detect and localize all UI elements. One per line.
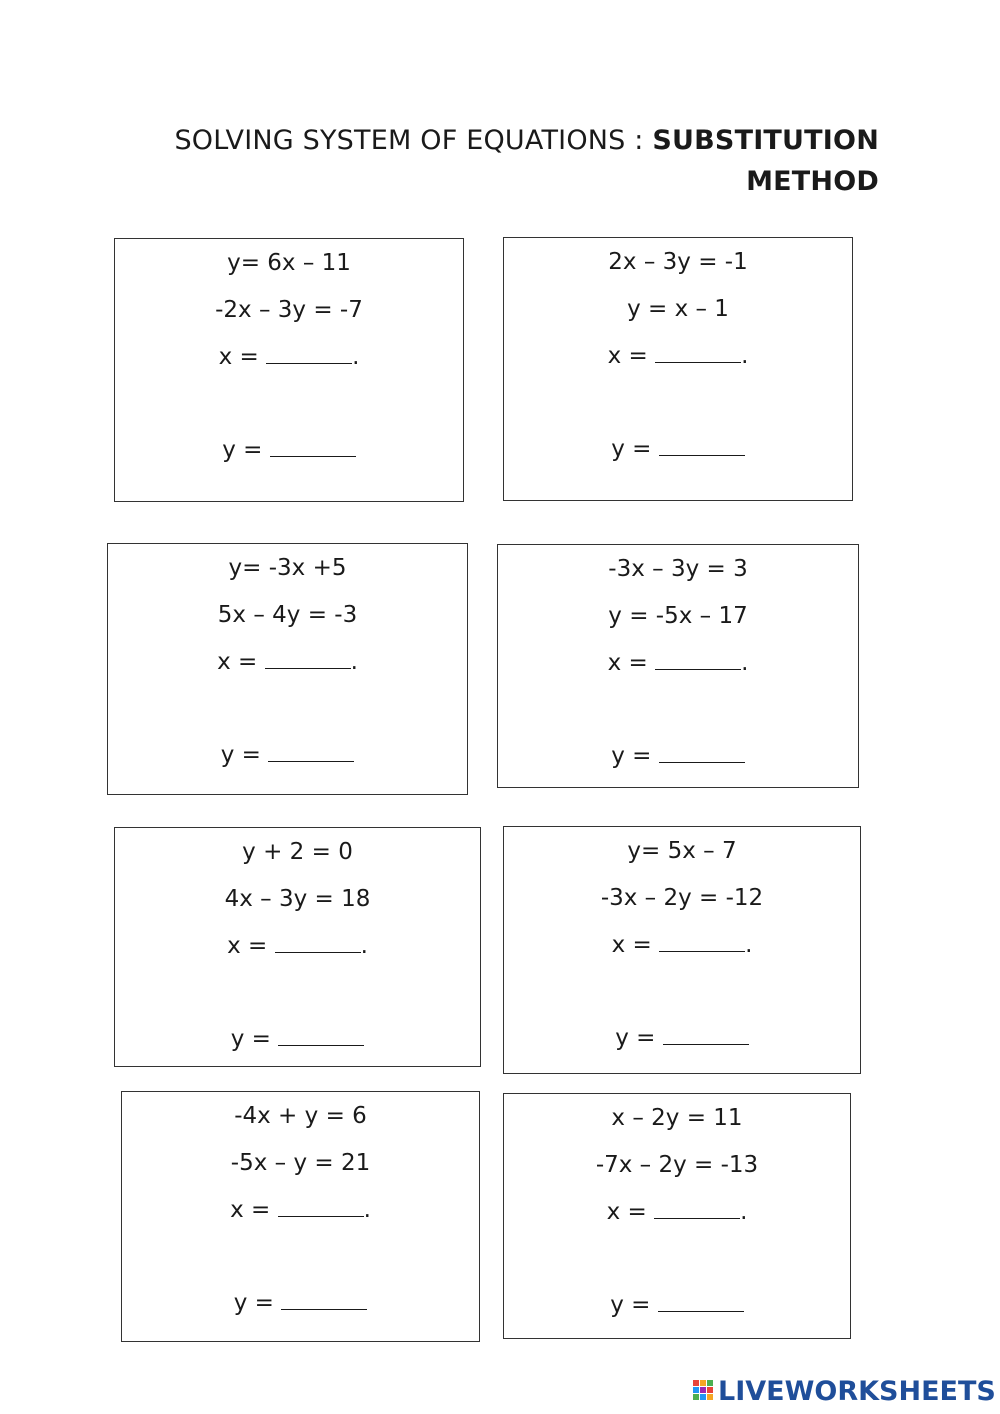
x-period: . bbox=[352, 344, 360, 370]
equation-2: -7x – 2y = -13 bbox=[595, 1152, 759, 1178]
y-label: y = bbox=[233, 1290, 282, 1316]
x-label: x = bbox=[217, 649, 265, 675]
answer-x-row bbox=[504, 342, 852, 370]
answer-y-row bbox=[115, 436, 463, 464]
x-label: x = bbox=[230, 1197, 278, 1223]
answer-x-input[interactable] bbox=[278, 1196, 364, 1217]
equation-2: y = x – 1 bbox=[627, 296, 729, 322]
title-regular: SOLVING SYSTEM OF EQUATIONS : bbox=[174, 125, 653, 156]
answer-y-row bbox=[498, 742, 858, 770]
answer-x-input[interactable] bbox=[655, 649, 741, 670]
answer-y-input[interactable] bbox=[278, 1025, 364, 1046]
x-period: . bbox=[741, 343, 749, 369]
answer-y-input[interactable] bbox=[268, 741, 354, 762]
answer-x-row bbox=[115, 343, 463, 371]
x-label: x = bbox=[218, 344, 267, 370]
answer-x-row bbox=[504, 931, 860, 959]
y-label: y = bbox=[615, 1025, 663, 1051]
x-period: . bbox=[363, 1197, 371, 1223]
problem-card-7 bbox=[121, 1091, 480, 1342]
answer-x-input[interactable] bbox=[654, 1198, 740, 1219]
problem-card-4 bbox=[497, 544, 859, 788]
x-period: . bbox=[745, 932, 753, 958]
answer-y-row bbox=[122, 1289, 479, 1317]
answer-x-row bbox=[122, 1196, 479, 1224]
answer-x-input[interactable] bbox=[659, 931, 745, 952]
answer-y-input[interactable] bbox=[658, 1291, 744, 1312]
x-label: x = bbox=[611, 932, 660, 958]
y-label: y = bbox=[222, 437, 270, 463]
answer-x-row bbox=[504, 1198, 850, 1226]
x-period: . bbox=[350, 649, 358, 675]
answer-y-input[interactable] bbox=[659, 435, 745, 456]
problem-card-5 bbox=[114, 827, 481, 1067]
equation-2: 5x – 4y = -3 bbox=[217, 602, 358, 628]
liveworksheets-logo-icon bbox=[692, 1379, 714, 1405]
equation-2: 4x – 3y = 18 bbox=[224, 886, 371, 912]
x-label: x = bbox=[607, 650, 656, 676]
answer-y-input[interactable] bbox=[663, 1024, 749, 1045]
answer-y-row bbox=[108, 741, 467, 769]
answer-x-input[interactable] bbox=[266, 343, 352, 364]
answer-y-row bbox=[504, 1024, 860, 1052]
answer-y-input[interactable] bbox=[270, 436, 356, 457]
x-period: . bbox=[740, 1199, 748, 1225]
answer-y-row bbox=[504, 435, 852, 463]
x-label: x = bbox=[606, 1199, 655, 1225]
equation-1: -3x – 3y = 3 bbox=[608, 556, 748, 582]
problem-card-3 bbox=[107, 543, 468, 795]
problem-card-1 bbox=[114, 238, 464, 502]
answer-x-row bbox=[115, 932, 480, 960]
equation-2: -3x – 2y = -12 bbox=[600, 885, 764, 911]
equation-1: y= 5x – 7 bbox=[627, 838, 737, 864]
page-title bbox=[159, 120, 879, 202]
equation-1: -4x + y = 6 bbox=[234, 1103, 367, 1129]
answer-x-row bbox=[498, 649, 858, 677]
answer-y-input[interactable] bbox=[281, 1289, 367, 1310]
y-label: y = bbox=[611, 436, 659, 462]
problem-card-2 bbox=[503, 237, 853, 501]
equation-1: 2x – 3y = -1 bbox=[608, 249, 748, 275]
y-label: y = bbox=[610, 1292, 658, 1318]
liveworksheets-logo[interactable] bbox=[692, 1375, 996, 1409]
problem-card-8 bbox=[503, 1093, 851, 1339]
equation-1: y + 2 = 0 bbox=[242, 839, 353, 865]
equation-1: x – 2y = 11 bbox=[611, 1105, 743, 1131]
logo-text: LIVEWORKSHEETS bbox=[718, 1376, 996, 1407]
answer-y-row bbox=[504, 1291, 850, 1319]
answer-x-input[interactable] bbox=[275, 932, 361, 953]
x-label: x = bbox=[227, 933, 275, 959]
answer-x-row bbox=[108, 648, 467, 676]
answer-y-input[interactable] bbox=[659, 742, 745, 763]
x-period: . bbox=[360, 933, 368, 959]
equation-2: -2x – 3y = -7 bbox=[215, 297, 363, 323]
title-bold-line2: METHOD bbox=[746, 166, 879, 197]
answer-y-row bbox=[115, 1025, 480, 1053]
x-label: x = bbox=[607, 343, 656, 369]
y-label: y = bbox=[611, 743, 659, 769]
problem-card-6 bbox=[503, 826, 861, 1074]
x-period: . bbox=[741, 650, 749, 676]
equation-2: -5x – y = 21 bbox=[230, 1150, 371, 1176]
y-label: y = bbox=[220, 742, 269, 768]
equation-1: y= 6x – 11 bbox=[227, 250, 351, 276]
equation-2: y = -5x – 17 bbox=[608, 603, 748, 629]
answer-x-input[interactable] bbox=[265, 648, 351, 669]
answer-x-input[interactable] bbox=[655, 342, 741, 363]
y-label: y = bbox=[230, 1026, 279, 1052]
equation-1: y= -3x +5 bbox=[228, 555, 347, 581]
title-bold-line1: SUBSTITUTION bbox=[652, 125, 879, 156]
